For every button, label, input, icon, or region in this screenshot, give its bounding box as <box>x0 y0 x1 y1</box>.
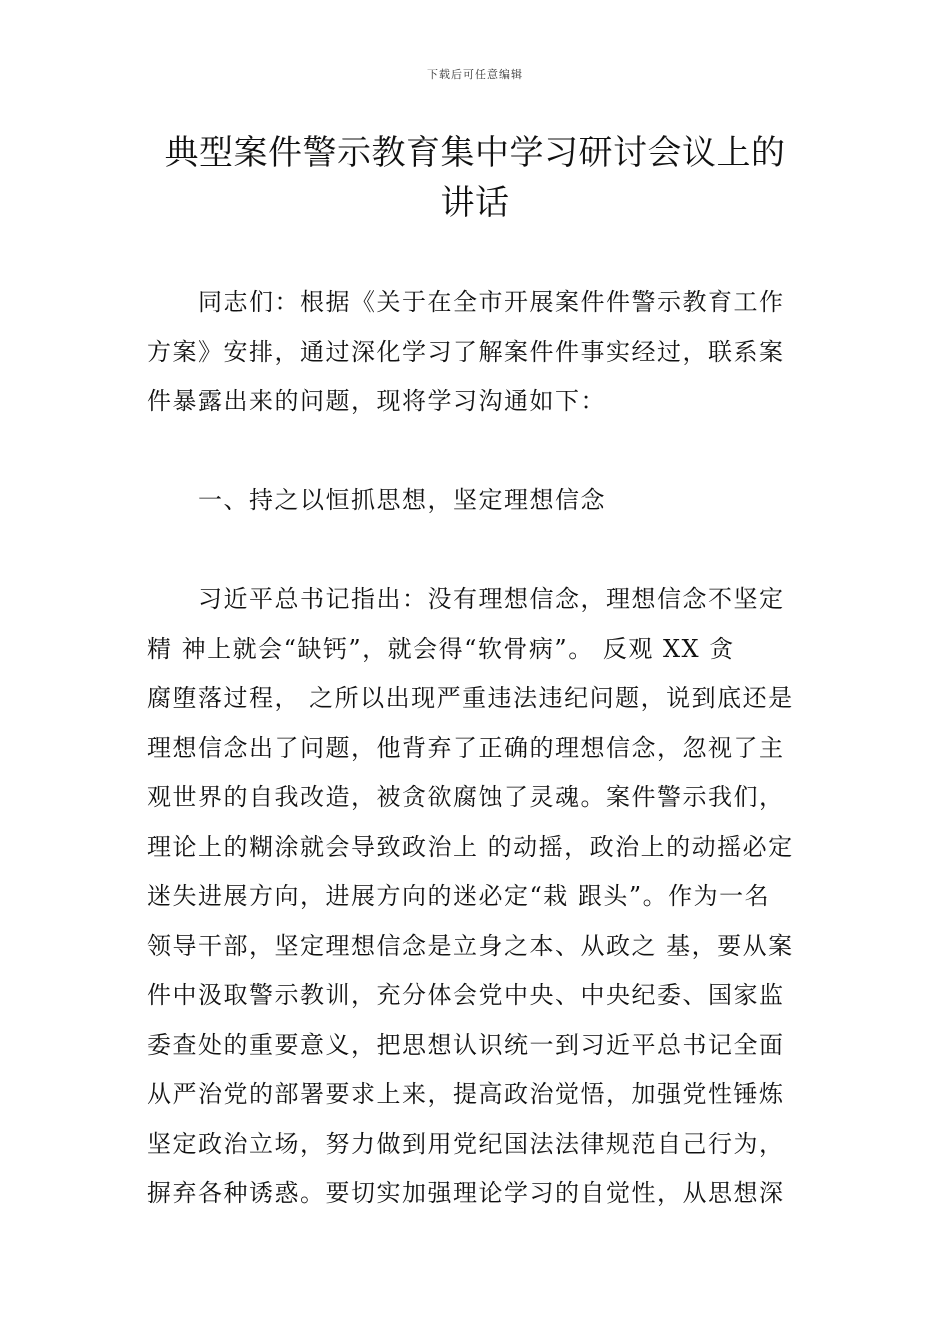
text-line: 件中汲取警示教训，充分体会党中央、中央纪委、国家监 <box>147 981 785 1009</box>
section-heading-text: 一、持之以恒抓思想，坚定理想信念 <box>147 486 606 514</box>
text-line: 腐堕落过程， 之所以出现严重违法违纪问题，说到底还是 <box>147 684 794 712</box>
text-line: 从严治党的部署要求上来，提高政治觉悟，加强党性锤炼 <box>147 1080 785 1108</box>
text-line: 迷失进展方向，进展方向的迷必定“栽 跟头”。作为一名 <box>147 882 771 910</box>
text-line: 件暴露出来的问题，现将学习沟通如下： <box>147 387 606 415</box>
text-line: 委查处的重要意义，把思想认识统一到习近平总书记全面 <box>147 1030 785 1059</box>
intro-paragraph <box>147 278 805 427</box>
text-line: 同志们：根据《关于在全市开展案件件警示教育工作 <box>147 288 785 316</box>
text-line: 摒弃各种诱惑。要切实加强理论学习的自觉性，从思想深 <box>147 1179 785 1207</box>
header-note: 下载后可任意编辑 <box>427 68 523 81</box>
text-line: 习近平总书记指出：没有理想信念，理想信念不坚定 <box>147 585 785 613</box>
text-line: 理想信念出了问题，他背弃了正确的理想信念，忽视了主 <box>147 733 785 762</box>
text-line: 理论上的糊涂就会导致政治上 的动摇，政治上的动摇必定 <box>147 832 794 861</box>
text-line: 精 神上就会“缺钙”，就会得“软骨病”。 反观 XX 贪 <box>147 634 735 663</box>
section-heading <box>147 476 805 526</box>
text-line: 方案》安排，通过深化学习了解案件件事实经过，联系案 <box>147 337 785 366</box>
text-line: 坚定政治立场，努力做到用党纪国法法律规范自己行为， <box>147 1129 785 1158</box>
title-line: 讲话 <box>440 183 510 223</box>
document-title <box>140 128 810 228</box>
body-paragraph <box>147 575 805 1219</box>
title-line: 典型案件警示教育集中学习研讨会议上的 <box>164 133 786 173</box>
text-line: 观世界的自我改造，被贪欲腐蚀了灵魂。案件警示我们， <box>147 783 785 811</box>
text-line: 领导干部，坚定理想信念是立身之本、从政之 基，要从案 <box>147 931 794 960</box>
